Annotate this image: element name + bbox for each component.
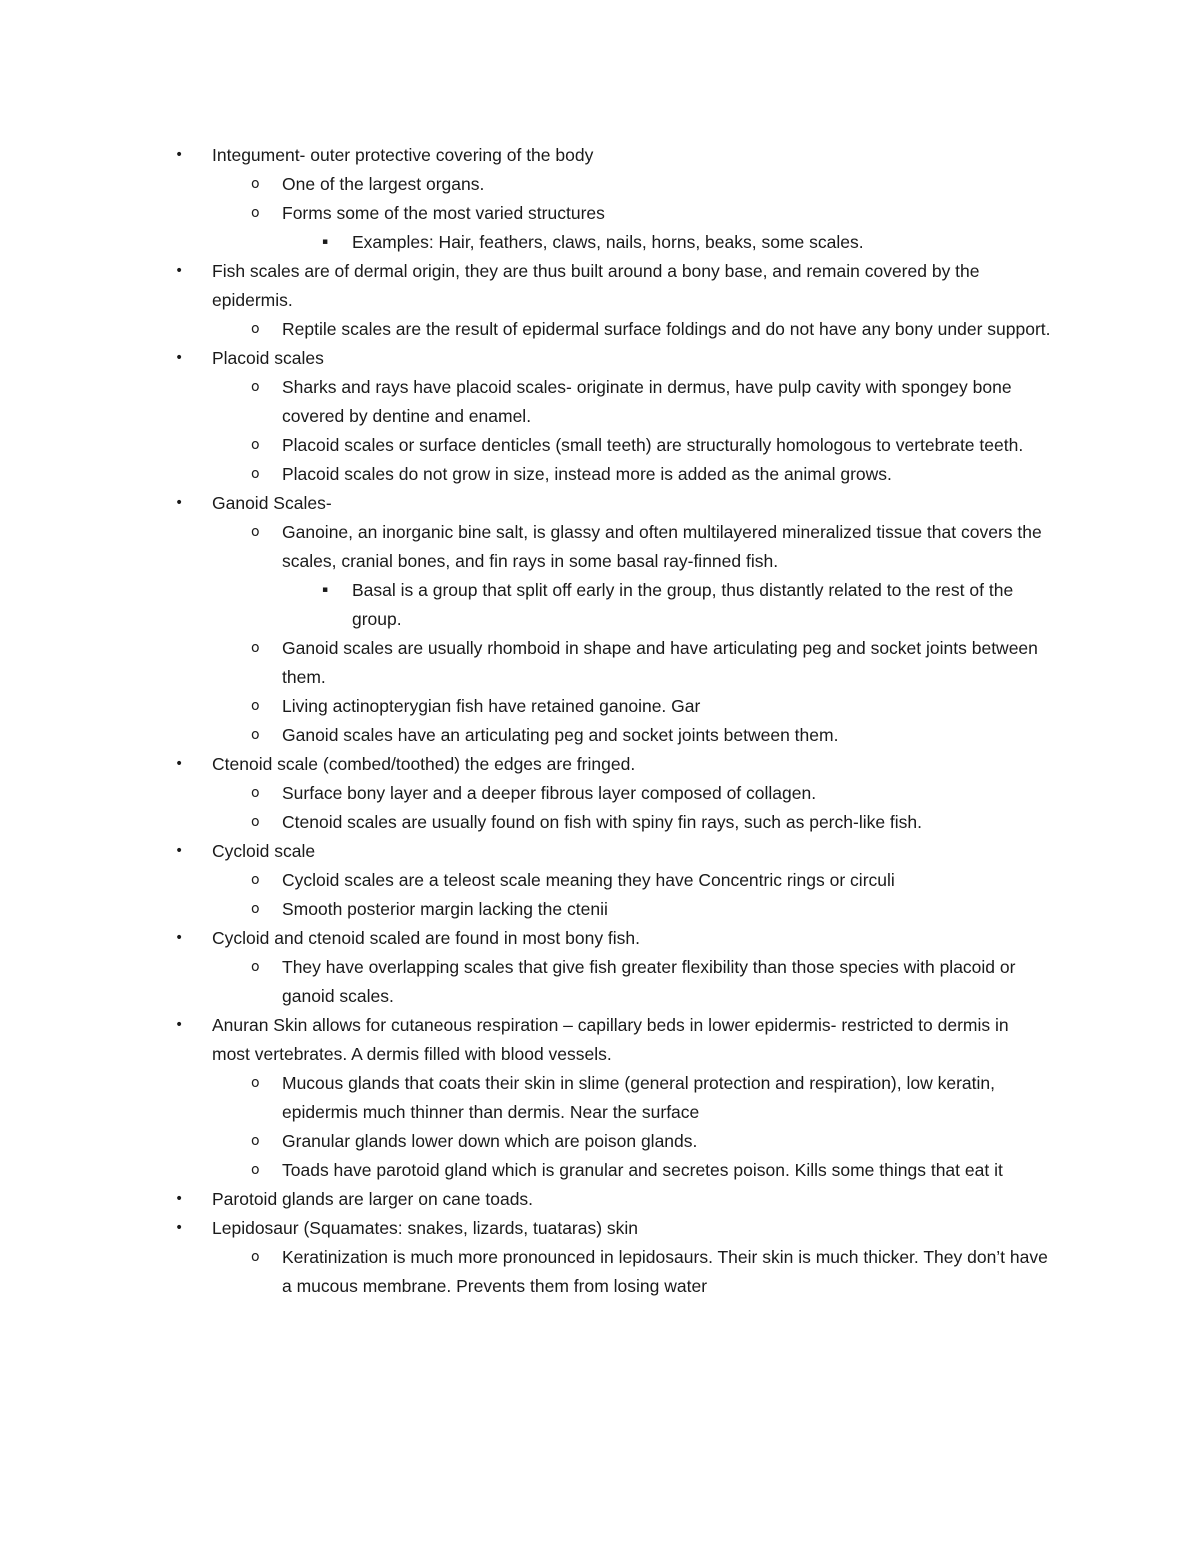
list-item — [175, 257, 1048, 315]
circle-bullet-icon: o — [251, 1075, 260, 1091]
list-item-text: Examples: Hair, feathers, claws, nails, horns, beaks, some scales. — [352, 232, 864, 252]
list-item-text: Sharks and rays have placoid scales- originate in dermus, have pulp cavity with spongey bone covered by dentine and enamel. — [282, 377, 1012, 426]
circle-bullet-icon: o — [251, 814, 260, 830]
circle-bullet-icon: o — [251, 901, 260, 917]
circle-bullet-icon: o — [251, 698, 260, 714]
list-item — [251, 460, 1052, 489]
list-item — [175, 141, 1048, 170]
list-item — [251, 170, 1052, 199]
list-item-text: Ctenoid scales are usually found on fish with spiny fin rays, such as perch-like fish. — [282, 812, 923, 832]
list-item-text: Ganoine, an inorganic bine salt, is glassy and often multilayered mineralized tissue that covers the scales, cranial bones, and fin rays in some basal ray-finned fish. — [282, 522, 1042, 571]
list-item — [322, 228, 1052, 257]
list-item — [322, 576, 1052, 634]
list-item-text: Ctenoid scale (combed/toothed) the edges are fringed. — [212, 754, 636, 774]
list-item — [175, 489, 1048, 518]
list-item — [251, 692, 1052, 721]
square-bullet-icon: ▪ — [322, 237, 329, 247]
list-item-text: Placoid scales or surface denticles (small teeth) are structurally homologous to vertebrate teeth. — [282, 435, 1024, 455]
list-item-text: One of the largest organs. — [282, 174, 485, 194]
list-item-text: Surface bony layer and a deeper fibrous layer composed of collagen. — [282, 783, 817, 803]
list-item — [175, 1185, 1048, 1214]
list-item-text: Reptile scales are the result of epidermal surface foldings and do not have any bony under support. — [282, 319, 1051, 339]
circle-bullet-icon: o — [251, 205, 260, 221]
list-item — [251, 431, 1052, 460]
list-item — [251, 1243, 1052, 1301]
list-item-text: Placoid scales do not grow in size, instead more is added as the animal grows. — [282, 464, 892, 484]
list-item — [175, 924, 1048, 953]
list-item — [251, 1069, 1052, 1127]
list-item-text: Basal is a group that split off early in the group, thus distantly related to the rest of the group. — [352, 580, 1014, 629]
circle-bullet-icon: o — [251, 524, 260, 540]
bullet-icon: • — [175, 350, 184, 366]
circle-bullet-icon: o — [251, 321, 260, 337]
list-item — [251, 199, 1052, 228]
circle-bullet-icon: o — [251, 466, 260, 482]
list-item-text: Ganoid scales have an articulating peg and socket joints between them. — [282, 725, 839, 745]
circle-bullet-icon: o — [251, 1133, 260, 1149]
list-item-text: Ganoid Scales- — [212, 493, 332, 513]
list-item — [251, 779, 1052, 808]
square-bullet-icon: ▪ — [322, 585, 329, 595]
circle-bullet-icon: o — [251, 1249, 260, 1265]
bullet-icon: • — [175, 495, 184, 511]
circle-bullet-icon: o — [251, 1162, 260, 1178]
circle-bullet-icon: o — [251, 872, 260, 888]
list-item-text: Cycloid scale — [212, 841, 316, 861]
list-item — [251, 315, 1052, 344]
list-item-text: Fish scales are of dermal origin, they are thus built around a bony base, and remain covered by the epidermis. — [212, 261, 980, 310]
list-item — [175, 750, 1048, 779]
list-item — [251, 518, 1052, 576]
list-item-text: Forms some of the most varied structures — [282, 203, 605, 223]
list-item — [175, 344, 1048, 373]
list-item — [251, 721, 1052, 750]
list-item — [251, 1156, 1052, 1185]
circle-bullet-icon: o — [251, 379, 260, 395]
list-item — [251, 866, 1052, 895]
list-item-text: Living actinopterygian fish have retained ganoine. Gar — [282, 696, 701, 716]
circle-bullet-icon: o — [251, 176, 260, 192]
list-item-text: They have overlapping scales that give fish greater flexibility than those species with placoid or ganoid scales. — [282, 957, 1016, 1006]
list-item-text: Parotoid glands are larger on cane toads. — [212, 1189, 534, 1209]
list-item — [175, 1214, 1048, 1243]
list-item — [251, 895, 1052, 924]
document-page — [0, 141, 1200, 1301]
list-item — [175, 837, 1048, 866]
list-item-text: Keratinization is much more pronounced in lepidosaurs. Their skin is much thicker. They don’t have a mucous membrane. Prevents them from losing water — [282, 1247, 1048, 1296]
list-item-text: Cycloid scales are a teleost scale meaning they have Concentric rings or circuli — [282, 870, 895, 890]
list-item-text: Cycloid and ctenoid scaled are found in most bony fish. — [212, 928, 641, 948]
list-item-text: Smooth posterior margin lacking the ctenii — [282, 899, 608, 919]
list-item — [251, 808, 1052, 837]
list-item — [175, 1011, 1048, 1069]
list-item-text: Ganoid scales are usually rhomboid in shape and have articulating peg and socket joints between them. — [282, 638, 1038, 687]
list-item-text: Placoid scales — [212, 348, 324, 368]
circle-bullet-icon: o — [251, 959, 260, 975]
bullet-icon: • — [175, 756, 184, 772]
bullet-icon: • — [175, 930, 184, 946]
list-item-text: Anuran Skin allows for cutaneous respiration – capillary beds in lower epidermis- restricted to dermis in most vertebrates. A dermis filled with blood vessels. — [212, 1015, 1009, 1064]
bullet-icon: • — [175, 1017, 184, 1033]
bullet-icon: • — [175, 1220, 184, 1236]
list-item-text: Integument- outer protective covering of the body — [212, 145, 594, 165]
circle-bullet-icon: o — [251, 727, 260, 743]
bullet-icon: • — [175, 1191, 184, 1207]
list-item-text: Toads have parotoid gland which is granular and secretes poison. Kills some things that eat it — [282, 1160, 1003, 1180]
list-item — [251, 373, 1052, 431]
circle-bullet-icon: o — [251, 437, 260, 453]
circle-bullet-icon: o — [251, 640, 260, 656]
bullet-icon: • — [175, 263, 184, 279]
circle-bullet-icon: o — [251, 785, 260, 801]
list-item-text: Granular glands lower down which are poison glands. — [282, 1131, 698, 1151]
list-item — [251, 634, 1052, 692]
bullet-icon: • — [175, 147, 184, 163]
list-item-text: Lepidosaur (Squamates: snakes, lizards, tuataras) skin — [212, 1218, 639, 1238]
list-item — [251, 1127, 1052, 1156]
list-item — [251, 953, 1052, 1011]
bullet-icon: • — [175, 843, 184, 859]
list-item-text: Mucous glands that coats their skin in slime (general protection and respiration), low keratin, epidermis much thinner than dermis. Near the surface — [282, 1073, 995, 1122]
